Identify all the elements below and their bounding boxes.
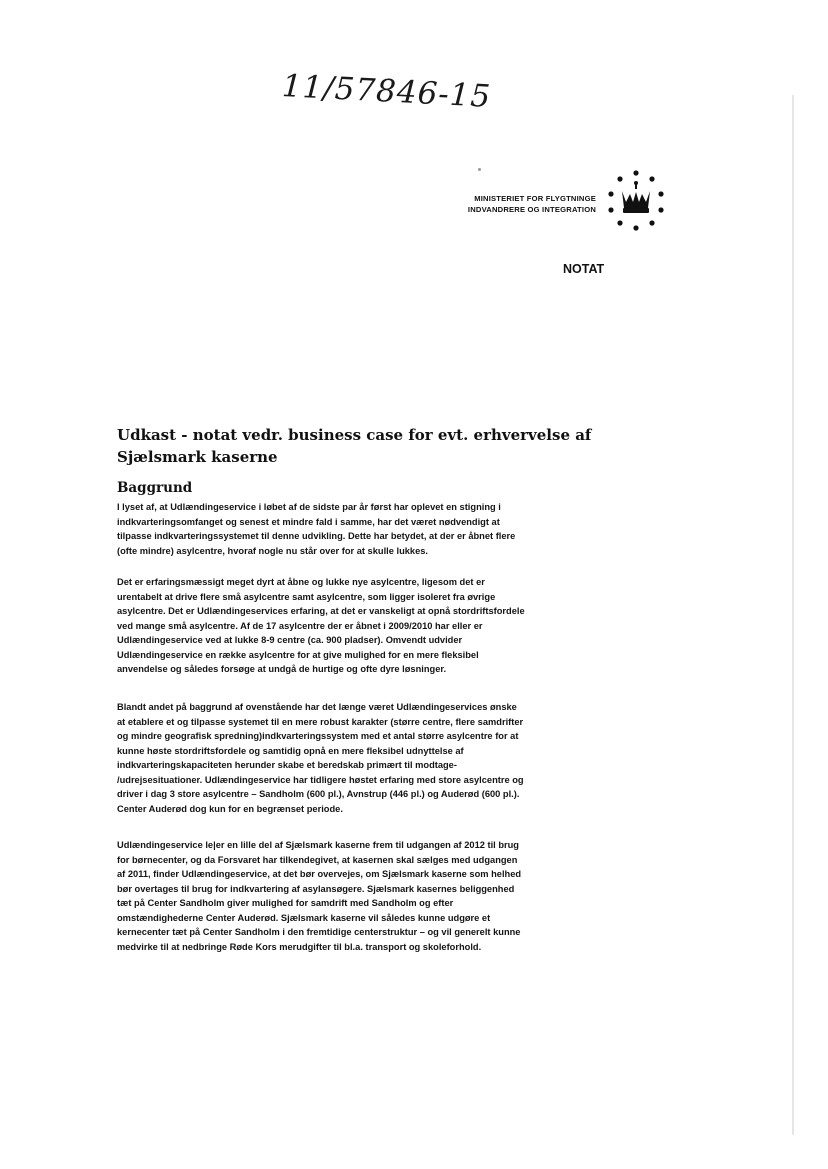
text-line: for børnecenter, og da Forsvaret har tilkendegivet, at kasernen skal sælges med udgangen bbox=[117, 854, 518, 865]
text-line: Udlændingeservice le|er en lille del af Sjælsmark kaserne frem til udgangen af 2012 til brug bbox=[117, 840, 519, 850]
scan-edge-line bbox=[792, 95, 794, 1135]
text-line: bør overtages til brug for indkvartering af asylansøgere. Sjælsmark kasernes beliggenhed bbox=[117, 883, 515, 894]
text-line: at etablere et og tilpasse systemet til en mere robust karakter (større centre, flere samdrifter bbox=[117, 716, 524, 727]
text-line: tilpasse indkvarteringssystemet til denne udvikling. Dette har betydet, at der er åbnet flere bbox=[117, 531, 516, 541]
text-line: Udlændingeservice en række asylcentre for at give mulighed for en mere fleksibel bbox=[117, 649, 479, 660]
text-line: driver i dag 3 store asylcentre – Sandholm (600 pl.), Avnstrup (446 pl.) og Auderød (600 pl.). bbox=[117, 789, 520, 799]
text-line: Center Auderød dog kun for en begrænset periode. bbox=[117, 803, 343, 814]
handwritten-reference: 11/57846-15 bbox=[281, 68, 493, 115]
text-line: omstændighederne Center Auderød. Sjælsmark kaserne vil således kunne udgøre et bbox=[117, 912, 491, 923]
crown-crest-icon bbox=[604, 168, 668, 232]
document-title: Udkast - notat vedr. business case for evt. erhvervelse af Sjælsmark kaserne bbox=[117, 426, 592, 466]
text-line: /udrejsesituationer. Udlændingeservice har tidligere høstet erfaring med store asylcentre og bbox=[117, 774, 524, 785]
text-line: asylcentre. Det er Udlændingeservices erfaring, at det er vanskeligt at opnå stordriftsfordele bbox=[117, 606, 525, 616]
text-line: indkvarteringsomfanget og senest et mindre fald i samme, har det været nødvendigt at bbox=[117, 516, 500, 527]
paragraph-1 bbox=[117, 500, 587, 558]
text-line: I lyset af, at Udlændingeservice i løbet af de sidste par år først har oplevet en stigning i bbox=[117, 502, 501, 512]
text-line: urentabelt at drive flere små asylcentre samt asylcentre, som ligger isoleret fra øvrige bbox=[117, 591, 496, 602]
text-line: og mindre geografisk spredning)indkvarteringssystem med et antal større asylcentre for at bbox=[117, 731, 519, 741]
text-line: indkvarteringskapaciteten herunder skabe et beredskab primært til modtage- bbox=[117, 760, 457, 770]
document-type-label: NOTAT bbox=[563, 262, 605, 276]
ministry-line-2: INDVANDRERE OG INTEGRATION bbox=[467, 204, 596, 214]
ministry-name bbox=[436, 194, 596, 215]
text-line: Udlændingeservice ved at lukke 8-9 centre (ca. 900 pladser). Omvendt udvider bbox=[117, 635, 463, 645]
text-line: ved mange små asylcentre. Af de 17 asylcentre der er åbnet i 2009/2010 har eller er bbox=[117, 620, 483, 631]
text-line: anvendelse og således forsøge at undgå de hurtige og ofte dyre løsninger. bbox=[117, 664, 447, 674]
scan-speck bbox=[478, 168, 481, 171]
text-line: Blandt andet på baggrund af ovenstående har det længe været Udlændingeservices ønske bbox=[117, 702, 517, 712]
ministry-line-1: MINISTERIET FOR FLYGTNINGE bbox=[474, 194, 596, 203]
text-line: Det er erfaringsmæssigt meget dyrt at åbne og lukke nye asylcentre, ligesom det er bbox=[117, 577, 485, 587]
text-line: af 2011, finder Udlændingeservice, at det bør overvejes, om Sjælsmark kaserne som helhed bbox=[117, 869, 522, 879]
paragraph-3 bbox=[117, 700, 587, 816]
section-heading: Baggrund bbox=[117, 480, 193, 496]
text-line: (ofte mindre) asylcentre, hvoraf nogle nu står over for at skulle lukkes. bbox=[117, 545, 429, 556]
text-line: tæt på Center Sandholm giver mulighed for samdrift med Sandholm og efter bbox=[117, 898, 454, 908]
text-line: kernecenter tæt på Center Sandholm i den fremtidige centerstruktur – og vil generelt kunne bbox=[117, 927, 521, 937]
paragraph-4 bbox=[117, 838, 587, 954]
paragraph-2 bbox=[117, 575, 587, 677]
text-line: kunne høste stordriftsfordele og samtidig opnå en mere fleksibel udnyttelse af bbox=[117, 745, 464, 756]
text-line: medvirke til at nedbringe Røde Kors merudgifter til bl.a. transport og skoleforhold. bbox=[117, 941, 482, 952]
